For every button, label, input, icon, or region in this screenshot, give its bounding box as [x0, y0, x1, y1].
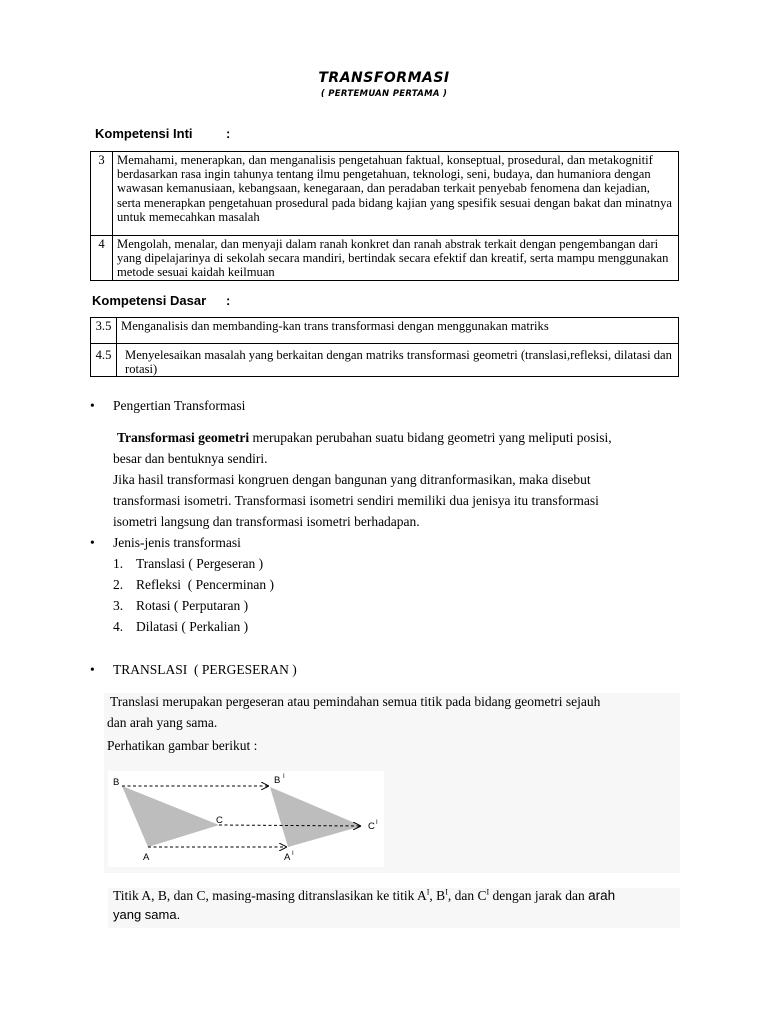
list-item: Refleksi ( Pencerminan ) [136, 577, 274, 592]
caption-text: arah [588, 888, 616, 903]
list-item-number: 4. [113, 619, 124, 634]
kd-number: 3.5 [91, 318, 117, 344]
table-row [91, 236, 679, 281]
ki-text: Memahami, menerapkan, dan menganalisis pengetahuan faktual, konseptual, prosedural, dan metakognitif berdasarkan rasa ingin tahunya tentang ilmu pengetahuan, teknologi, seni, budaya, dan humaniora dengan wawasan kemanusiaan, kebangsaan, kenegaraan, dan peradaban terkait penyebab fenomena dan kejadian, serta menerapkan pengetahuan prosedural pada bidang kajian yang spesifik sesuai dengan bakat dan minatnya untuk memecahkan masalah [113, 152, 679, 236]
list-item-number: 3. [113, 598, 124, 613]
list-item-number: 2. [113, 577, 124, 592]
superscript: I [445, 887, 448, 897]
original-triangle [122, 786, 219, 847]
translasi-line2: dan arah yang sama. [107, 715, 218, 730]
label-b: B [113, 777, 120, 788]
translation-figure [108, 771, 384, 867]
pengertian-line1-rest: merupakan perubahan suatu bidang geometri yang meliputi posisi, [249, 430, 612, 445]
translated-triangle [270, 787, 362, 847]
kompetensi-inti-colon: : [226, 126, 231, 141]
jenis-label: Jenis-jenis transformasi [113, 535, 241, 550]
caption-line1 [113, 888, 615, 904]
document-title: TRANSFORMASI [318, 70, 450, 86]
label-b-prime: B [274, 775, 281, 786]
caption-text: Titik A, B, dan C, masing-masing ditranslasikan ke titik A [113, 888, 427, 903]
table-row [91, 318, 679, 344]
label-a-prime: A [284, 852, 291, 863]
label-a: A [143, 852, 150, 863]
list-item: Translasi ( Pergeseran ) [136, 556, 264, 571]
bold-term: Transformasi geometri [117, 430, 250, 445]
superscript: I [426, 887, 430, 897]
superscript: I [486, 887, 490, 897]
list-item-number: 1. [113, 556, 124, 571]
pengertian-line1 [117, 427, 687, 448]
translasi-line1: Translasi merupakan pergeseran atau pemindahan semua titik pada bidang geometri sejauh [110, 694, 601, 709]
pengertian-line3: Jika hasil transformasi kongruen dengan bangunan yang ditranformasikan, maka disebut [113, 472, 591, 487]
list-item: Rotasi ( Perputaran ) [136, 598, 249, 613]
label-c: C [216, 815, 223, 826]
ki-number: 4 [91, 236, 113, 281]
ki-number: 3 [91, 152, 113, 236]
caption-text: dengan jarak dan [489, 888, 589, 903]
caption-text: , dan C [447, 888, 487, 903]
list-item: Dilatasi ( Perkalian ) [136, 619, 249, 634]
document-subtitle: ( PERTEMUAN PERTAMA ) [320, 89, 448, 99]
pengertian-label: Pengertian Transformasi [113, 398, 246, 413]
ki-text: Mengolah, menalar, dan menyaji dalam ranah konkret dan ranah abstrak terkait dengan pengembangan dari yang dipelajarinya di sekolah secara mandiri, bertindak secara efektif dan kreatif, serta mampu menggunakan metode sesuai kaidah keilmuan [113, 236, 679, 281]
kompetensi-dasar-heading: Kompetensi Dasar [92, 293, 207, 308]
kd-text: Menyelesaikan masalah yang berkaitan dengan matriks transformasi geometri (translasi,refleksi, dilatasi dan rotasi) [117, 344, 679, 377]
kompetensi-inti-table [90, 151, 679, 281]
pengertian-line4: transformasi isometri. Transformasi isometri sendiri memiliki dua jenisya itu transformasi [113, 493, 599, 508]
bullet: • [90, 662, 95, 677]
translasi-label: TRANSLASI ( PERGESERAN ) [113, 662, 297, 677]
caption-line2: yang sama. [113, 907, 181, 922]
pengertian-line2: besar dan bentuknya sendiri. [113, 451, 268, 466]
kompetensi-inti-heading: Kompetensi Inti [95, 126, 193, 141]
translasi-line3: Perhatikan gambar berikut : [107, 738, 258, 753]
caption-text: , B [429, 888, 446, 903]
bullet: • [90, 398, 95, 413]
label-c-prime: C [368, 821, 375, 832]
table-row [91, 152, 679, 236]
prime-mark: I [292, 851, 294, 857]
table-row [91, 344, 679, 377]
kompetensi-dasar-table [90, 317, 679, 377]
prime-mark: I [283, 774, 285, 780]
kompetensi-dasar-colon: : [226, 293, 231, 308]
bullet: • [90, 535, 95, 550]
prime-mark: I [376, 820, 378, 826]
translation-diagram [108, 771, 384, 867]
kd-text: Menganalisis dan membanding-kan trans transformasi dengan menggunakan matriks [117, 318, 679, 344]
kd-number: 4.5 [91, 344, 117, 377]
pengertian-line5: isometri langsung dan transformasi isometri berhadapan. [113, 514, 420, 529]
